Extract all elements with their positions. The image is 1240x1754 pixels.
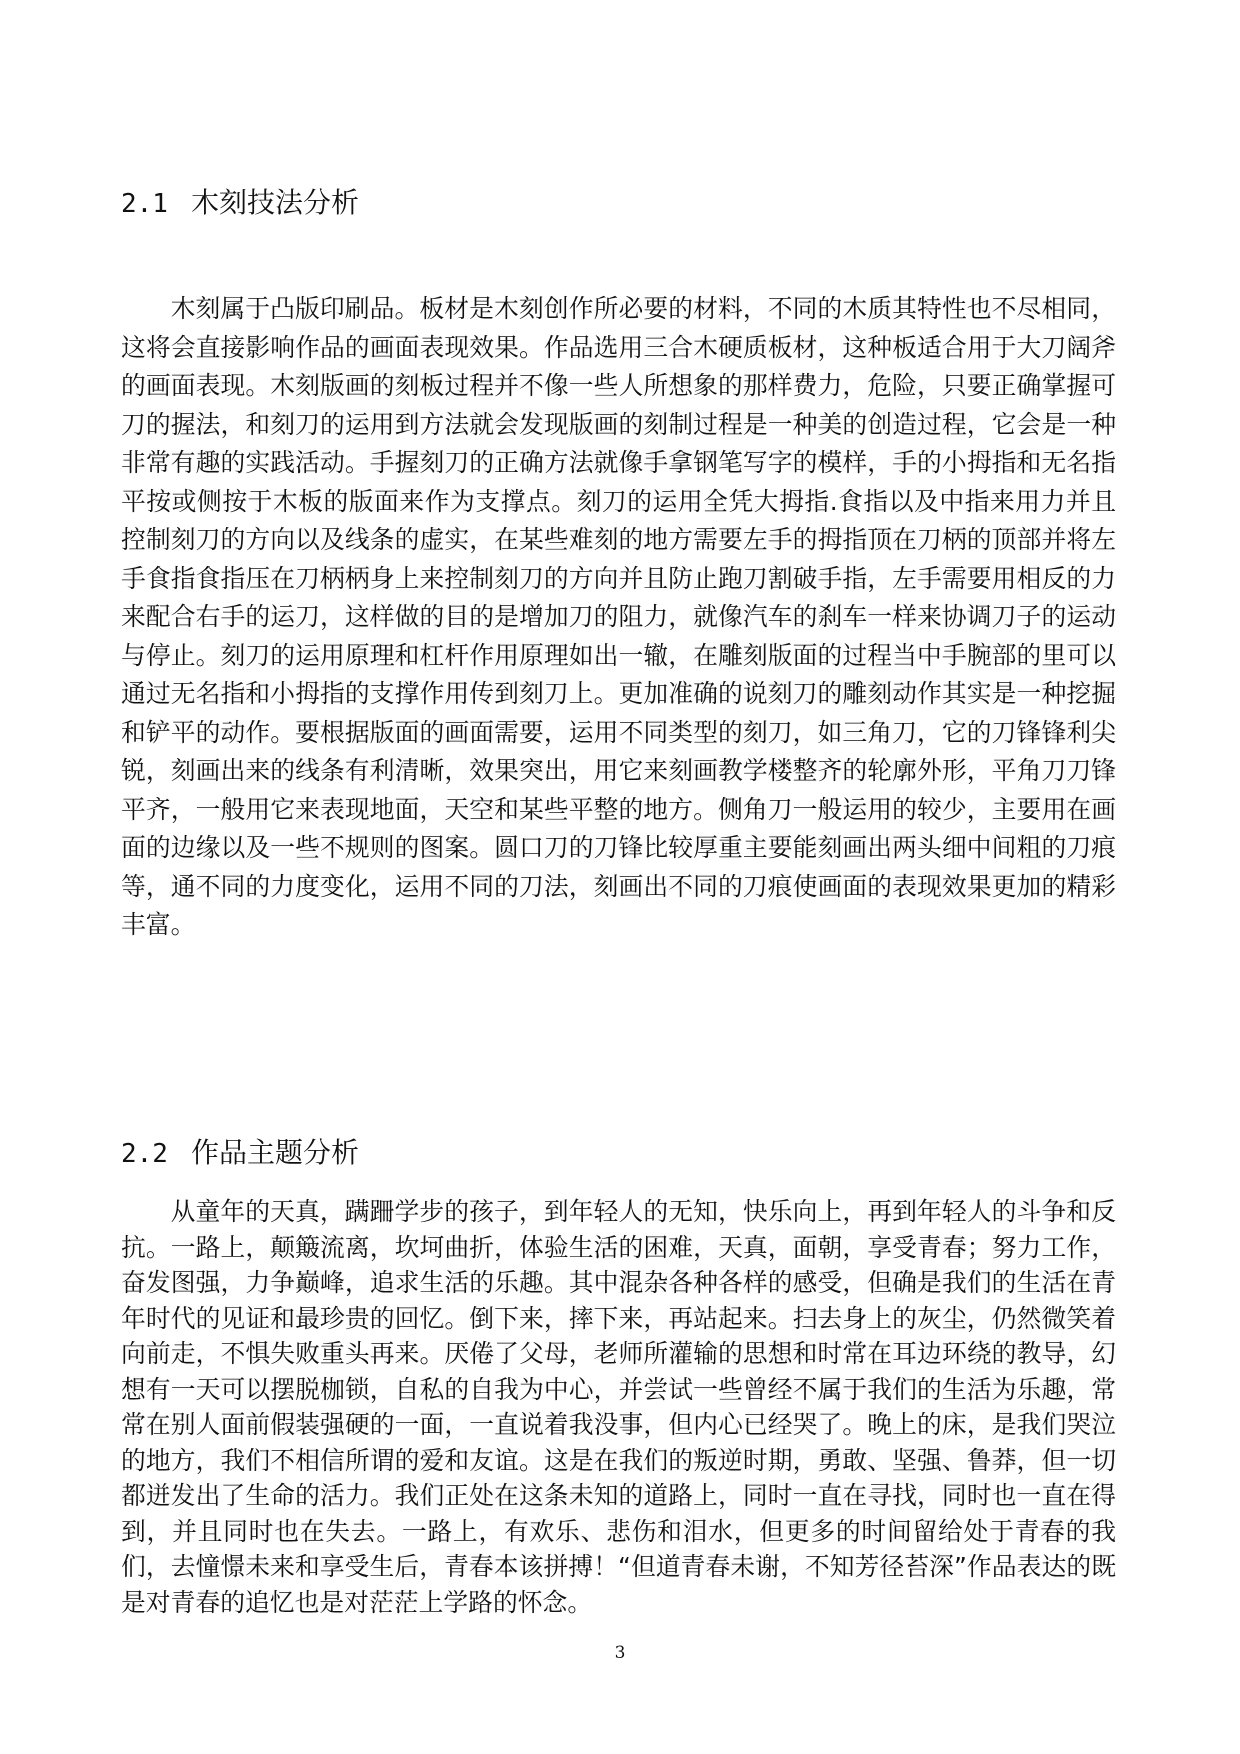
page-number: 3 [614, 1643, 626, 1663]
section-body-woodcut-technique: 木刻属于凸版印刷品。板材是木刻创作所必要的材料，不同的木质其特性也不尽相同，这将会直接影响作品的画面表现效果。作品选用三合木硬质板材，这种板适合用于大刀阔斧的画面表现。木刻版画的刻板过程并不像一些人所想象的那样费力，危险，只要正确掌握可刀的握法，和刻刀的运用到方法就会发现版画的刻制过程是一种美的创造过程，它会是一种非常有趣的实践活动。手握刻刀的正确方法就像手拿钢笔写字的模样，手的小拇指和无名指平按或侧按于木板的版面来作为支撑点。刻刀的运用全凭大拇指.食指以及中指来用力并且控制刻刀的方向以及线条的虚实，在某些难刻的地方需要左手的拇指顶在刀柄的顶部并将左手食指食指压在刀柄柄身上来控制刻刀的方向并且防止跑刀割破手指，左手需要用相反的力来配合右手的运刀，这样做的目的是增加刀的阻力，就像汽车的刹车一样来协调刀子的运动与停止。刻刀的运用原理和杠杆作用原理如出一辙，在雕刻版面的过程当中手腕部的里可以通过无名指和小拇指的支撑作用传到刻刀上。更加准确的说刻刀的雕刻动作其实是一种挖掘和铲平的动作。要根据版面的画面需要，运用不同类型的刻刀，如三角刀，它的刀锋锋利尖锐，刻画出来的线条有利清晰，效果突出，用它来刻画教学楼整齐的轮廓外形，平角刀刀锋平齐，一般用它来表现地面，天空和某些平整的地方。侧角刀一般运用的较少，主要用在画面的边缘以及一些不规则的图案。圆口刀的刀锋比较厚重主要能刻画出两头细中间粗的刀痕等，通不同的力度变化，运用不同的刀法，刻画出不同的刀痕使画面的表现效果更加的精彩丰富。 [121, 294, 1116, 939]
section-body-work-theme: 从童年的天真，蹒跚学步的孩子，到年轻人的无知，快乐向上，再到年轻人的斗争和反抗。一路上，颠簸流离，坎坷曲折，体验生活的困难，天真，面朝，享受青春；努力工作，奋发图强，力争巅峰，追求生活的乐趣。其中混杂各种各样的感受，但确是我们的生活在青年时代的见证和最珍贵的回忆。倒下来，摔下来，再站起来。扫去身上的灰尘，仍然微笑着向前走，不惧失败重头再来。厌倦了父母，老师所灌输的思想和时常在耳边环绕的教导，幻想有一天可以摆脱枷锁，自私的自我为中心，并尝试一些曾经不属于我们的生活为乐趣，常常在别人面前假装强硬的一面，一直说着我没事，但内心已经哭了。晚上的床，是我们哭泣的地方，我们不相信所谓的爱和友谊。这是在我们的叛逆时期，勇敢、坚强、鲁莽，但一切都迸发出了生命的活力。我们正处在这条未知的道路上，同时一直在寻找，同时也一直在得到，并且同时也在失去。一路上，有欢乐、悲伤和泪水，但更多的时间留给处于青春的我们，去憧憬未来和享受生后，青春本该拼搏！“但道青春未谢，不知芳径苔深”作品表达的既是对青春的追忆也是对茫茫上学路的怀念。 [121, 1197, 1116, 1617]
section-title: 作品主题分析 [191, 1136, 360, 1169]
section-heading-woodcut-technique [121, 186, 359, 221]
section-number: 2.2 [121, 1139, 168, 1169]
section-title: 木刻技法分析 [191, 186, 360, 219]
section-heading-work-theme [121, 1136, 359, 1171]
section-number: 2.1 [121, 189, 168, 219]
